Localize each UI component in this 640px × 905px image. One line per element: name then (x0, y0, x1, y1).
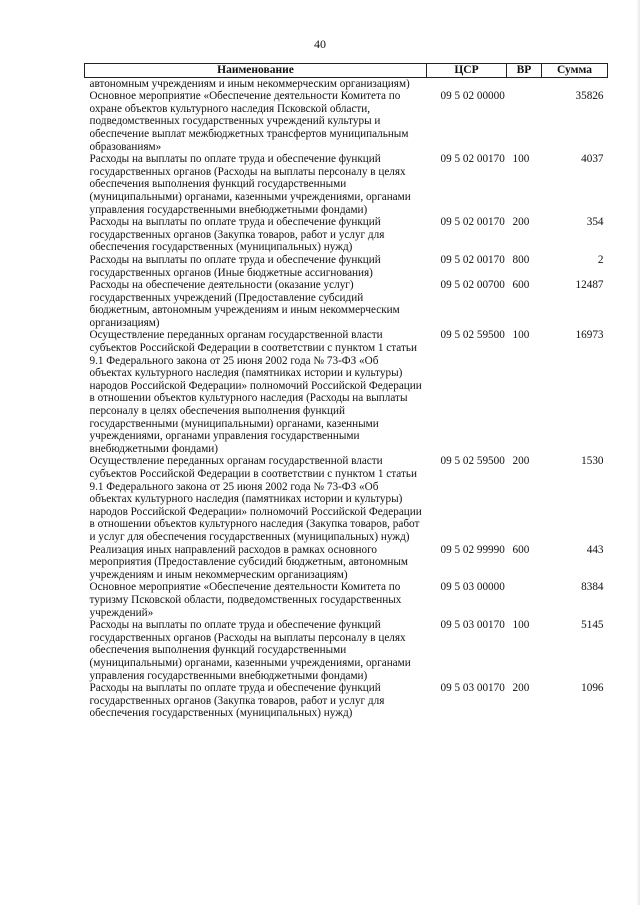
row-sum: 443 (586, 543, 604, 556)
row-name: Расходы на обеспечение деятельности (оказание услуг) государственных учреждений (Предоставление субсидий бюджетным, автономным учреждениям и иным некоммерческим организациям) (89, 279, 400, 329)
row-vr: 100 (512, 153, 530, 166)
row-vr: 800 (512, 253, 530, 266)
row-vr: 600 (512, 279, 530, 292)
table-row (85, 279, 608, 329)
row-csr: 09 5 02 59500 (440, 329, 505, 342)
row-name: Основное мероприятие «Обеспечение деятельности Комитета по охране объектов культурного наследия Псковской области, подведомственных государственных учреждений культуры и обеспечение выплат межбюджетных трансфертов муниципальным образованиям» (89, 90, 409, 153)
row-sum: 4037 (581, 153, 604, 166)
table-row (85, 544, 608, 582)
header-csr: ЦСР (427, 64, 507, 78)
row-csr: 09 5 02 00170 (440, 216, 505, 229)
row-sum: 35826 (575, 90, 604, 103)
row-vr (507, 77, 542, 90)
row-sum: 354 (586, 216, 604, 229)
row-csr: 09 5 02 00700 (440, 279, 505, 292)
row-name: Расходы на выплаты по оплате труда и обеспечение функций государственных органов (Закупка товаров, работ и услуг для обеспечения государственных (муниципальных) нужд) (89, 216, 385, 254)
scan-edge (636, 0, 640, 905)
row-csr: 09 5 03 00170 (440, 682, 505, 695)
row-name: Осуществление переданных органам государственной власти субъектов Российской Федерации в соответствии с пунктом 1 статьи 9.1 Федерального закона от 25 июня 2002 года № 73-ФЗ «Об объектах культурного наследия (памятниках истории и культуры) народов Российской Федерации» полномочий Российской Федерации в отношении объектов культурного наследия (Расходы на выплаты персоналу в целях обеспечения выполнения функций государственными (муниципальными) органами, казенными учреждениями, органами управления государственными внебюджетными фондами) (89, 329, 422, 455)
row-name: Реализация иных направлений расходов в рамках основного мероприятия (Предоставление субсидий бюджетным, автономным учреждениям и иным некоммерческим организациям) (89, 543, 408, 581)
row-sum: 5145 (581, 619, 604, 632)
header-name: Наименование (85, 64, 427, 78)
row-vr: 600 (512, 543, 530, 556)
row-vr: 200 (512, 455, 530, 468)
row-vr: 200 (512, 682, 530, 695)
row-name: Осуществление переданных органам государственной власти субъектов Российской Федерации в соответствии с пунктом 1 статьи 9.1 Федерального закона от 25 июня 2002 года № 73-ФЗ «Об объектах культурного наследия (памятниках истории и культуры) народов Российской Федерации» полномочий Российской Федерации в отношении объектов культурного наследия (Закупка товаров, работ и услуг для обеспечения государственных (муниципальных) нужд) (89, 455, 422, 543)
row-vr: 100 (512, 619, 530, 632)
row-csr: 09 5 02 00000 (440, 90, 505, 103)
row-name: автономным учреждениям и иным некоммерческим организациям) (89, 77, 410, 90)
row-csr: 09 5 03 00170 (440, 619, 505, 632)
table-header (85, 64, 608, 78)
row-sum: 1530 (581, 455, 604, 468)
row-vr: 100 (512, 329, 530, 342)
row-csr: 09 5 02 99990 (440, 543, 505, 556)
row-sum: 2 (597, 253, 604, 266)
row-name: Расходы на выплаты по оплате труда и обеспечение функций государственных органов (Закупка товаров, работ и услуг для обеспечения государственных (муниципальных) нужд) (89, 682, 385, 720)
table-row (85, 329, 608, 455)
page-number: 40 (314, 37, 326, 51)
row-sum: 1096 (581, 682, 604, 695)
row-vr: 200 (512, 216, 530, 229)
row-csr: 09 5 02 00170 (440, 253, 505, 266)
row-csr (427, 77, 507, 90)
row-name: Расходы на выплаты по оплате труда и обеспечение функций государственных органов (Расходы на выплаты персоналу в целях обеспечения выполнения функций государственными (муниципальными) органами, казенными учреждениями, органами управления государственными внебюджетными фондами) (89, 153, 411, 216)
row-csr: 09 5 02 59500 (440, 455, 505, 468)
table-body (85, 77, 608, 720)
table-row (85, 682, 608, 720)
row-csr: 09 5 02 00170 (440, 153, 505, 166)
budget-table (84, 63, 608, 720)
table-row (85, 619, 608, 682)
row-vr (507, 90, 542, 153)
table-row (85, 455, 608, 543)
row-sum: 8384 (581, 581, 604, 594)
header-row (85, 64, 608, 78)
table-row (85, 254, 608, 279)
row-vr (507, 581, 542, 619)
row-name: Расходы на выплаты по оплате труда и обеспечение функций государственных органов (Иные бюджетные ассигнования) (89, 253, 381, 279)
header-sum: Сумма (542, 64, 608, 78)
table-row (85, 90, 608, 153)
header-vr: ВР (507, 64, 542, 78)
row-sum: 16973 (575, 329, 604, 342)
row-sum: 12487 (575, 279, 604, 292)
row-csr: 09 5 03 00000 (440, 581, 505, 594)
table-row (85, 77, 608, 90)
table-row (85, 153, 608, 216)
table-row (85, 581, 608, 619)
row-name: Основное мероприятие «Обеспечение деятельности Комитета по туризму Псковской области, подведомственных государственных учреждений» (89, 581, 402, 619)
row-sum (542, 77, 608, 90)
table-row (85, 216, 608, 254)
row-name: Расходы на выплаты по оплате труда и обеспечение функций государственных органов (Расходы на выплаты персоналу в целях обеспечения выполнения функций государственными (муниципальными) органами, казенными учреждениями, органами управления государственными внебюджетными фондами) (89, 619, 411, 682)
